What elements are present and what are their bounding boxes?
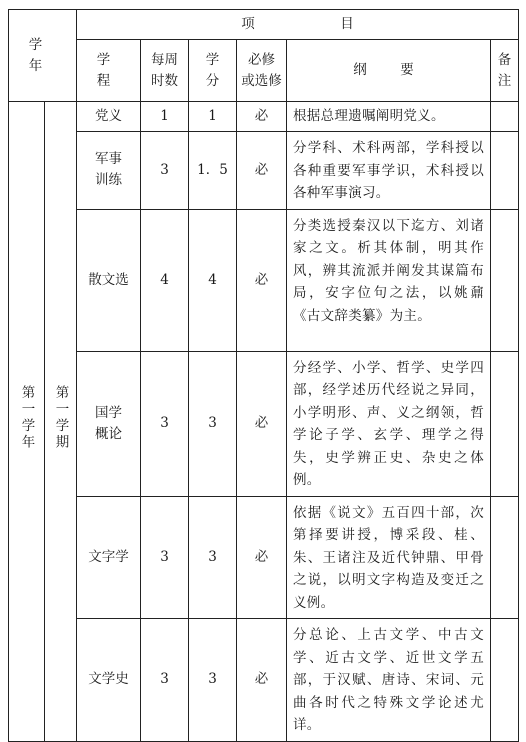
required-elective-header: 必修 或选修: [237, 40, 287, 102]
course-outline: 分类选授秦汉以下迄方、刘诸家之文。析其体制，明其作风，辨其流派并阐发其谋篇布局，安字位句之法，以姚鼐《古文辞类纂》为主。: [287, 209, 491, 351]
course-outline: 分总论、上古文学、中古文学、近古文学、近世文学五部，于汉赋、唐诗、宋词、元曲各时代之特殊文学论述尤详。: [287, 619, 491, 742]
required-elective: 必: [237, 496, 287, 619]
credits: 1．5: [189, 132, 237, 210]
credits: 1: [189, 102, 237, 132]
course-outline: 分经学、小学、哲学、史学四部，经学述历代经说之异同，小学明形、声、义之纲领，哲学论子学、玄学、理学之得失，史学辨正史、杂史之体例。: [287, 351, 491, 496]
table-row: [9, 102, 519, 132]
header-row-columns: [9, 40, 519, 102]
remarks: [491, 209, 519, 351]
course-name: 党义: [77, 102, 141, 132]
required-elective: 必: [237, 209, 287, 351]
course-name: 军事 训练: [77, 132, 141, 210]
credits: 3: [189, 496, 237, 619]
required-elective: 必: [237, 132, 287, 210]
weekly-hours: 1: [141, 102, 189, 132]
year-cell: 第一学年: [9, 102, 45, 742]
header-row-top: [9, 10, 519, 40]
credits: 3: [189, 351, 237, 496]
weekly-hours: 3: [141, 351, 189, 496]
remarks: [491, 102, 519, 132]
course-name: 文字学: [77, 496, 141, 619]
course-name: 文学史: [77, 619, 141, 742]
course-outline: 依据《说文》五百四十部，次第择要讲授，博采段、桂、朱、王诸注及近代钟鼎、甲骨之说，以明文字构造及变迁之义例。: [287, 496, 491, 619]
table-row: [9, 619, 519, 742]
required-elective: 必: [237, 351, 287, 496]
table-row: [9, 209, 519, 351]
remarks: [491, 132, 519, 210]
weekly-hours: 4: [141, 209, 189, 351]
table-row: [9, 351, 519, 496]
curriculum-table: [8, 9, 519, 742]
remarks: [491, 619, 519, 742]
course-outline: 分学科、术科两部，学科授以各种重要军事学识，术科授以各种军事演习。: [287, 132, 491, 210]
outline-header: 纲 要: [287, 40, 491, 102]
credits: 3: [189, 619, 237, 742]
credits-header: 学 分: [189, 40, 237, 102]
weekly-hours: 3: [141, 496, 189, 619]
remarks: [491, 351, 519, 496]
course-outline: 根据总理遗嘱阐明党义。: [287, 102, 491, 132]
table-row: [9, 496, 519, 619]
course-name: 国学 概论: [77, 351, 141, 496]
weekly-hours: 3: [141, 619, 189, 742]
remarks: [491, 496, 519, 619]
semester-cell: 第一学期: [45, 102, 77, 742]
credits: 4: [189, 209, 237, 351]
required-elective: 必: [237, 102, 287, 132]
weekly-hours: 3: [141, 132, 189, 210]
required-elective: 必: [237, 619, 287, 742]
school-year-header: 学 年: [9, 10, 77, 102]
course-header: 学 程: [77, 40, 141, 102]
remarks-header: 备 注: [491, 40, 519, 102]
weekly-hours-header: 每周 时数: [141, 40, 189, 102]
course-name: 散文选: [77, 209, 141, 351]
table-row: [9, 132, 519, 210]
items-header: 项 目: [77, 10, 519, 40]
